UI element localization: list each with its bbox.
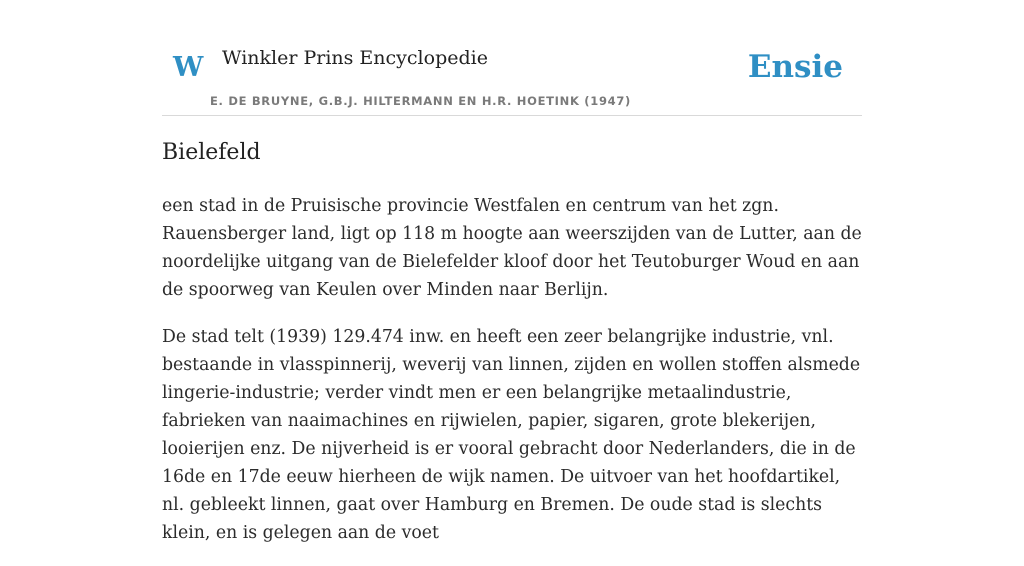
article-paragraph: De stad telt (1939) 129.474 inw. en heeft een zeer belangrijke industrie, vnl. bestaande in vlasspinnerij, weverij van linnen, zijden en wollen stoffen alsmede lingerie-industrie; verder vindt men er een belangrijke metaalindustrie, fabrieken van naaimachines en rijwielen, papier, sigaren, grote blekerijen, looierijen enz. De nijverheid is er vooral gebracht door Nederlanders, die in de 16de en 17de eeuw hierheen de wijk namen. De uitvoer van het hoofdartikel, nl. gebleekt linnen, gaat over Hamburg en Bremen. De oude stad is slechts klein, en is gelegen aan de voet	[162, 327, 861, 543]
article-paragraph: een stad in de Pruisische provincie Westfalen en centrum van het zgn. Rauensberger land, ligt op 118 m hoogte aan weerszijden van de Lutter, aan de noordelijke uitgang van de Bielefelder kloof door het Teutoburger Woud en aan de spoorweg van Keulen over Minden naar Berlijn.	[162, 196, 862, 300]
ensie-logo[interactable]: Ensie	[747, 49, 843, 85]
book-header	[162, 38, 862, 116]
book-title-link[interactable]: Winkler Prins Encyclopedie	[222, 47, 488, 69]
article-title: Bielefeld	[162, 140, 261, 165]
book-logo-icon[interactable]: W	[173, 52, 204, 83]
book-authors: E. DE BRUYNE, G.B.J. HILTERMANN EN H.R. HOETINK (1947)	[210, 94, 632, 108]
article-body	[162, 192, 862, 566]
